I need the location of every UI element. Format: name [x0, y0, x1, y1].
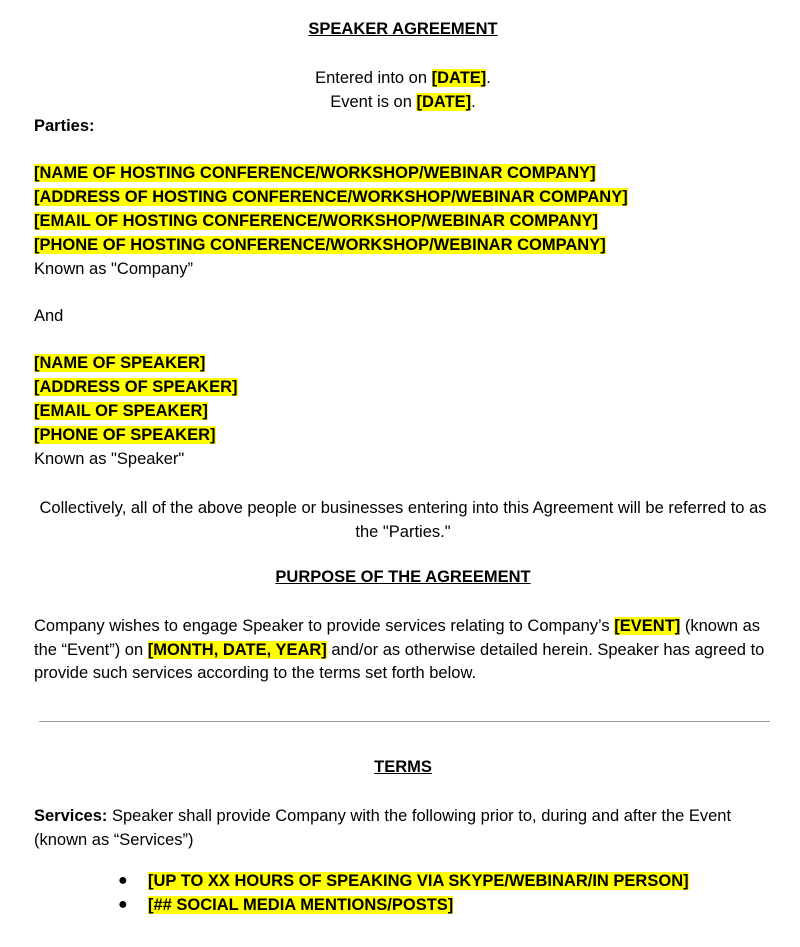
horizontal-divider	[39, 721, 770, 722]
company-phone-field: [PHONE OF HOSTING CONFERENCE/WORKSHOP/WEBINAR COMPANY]	[34, 236, 606, 254]
event-suffix: .	[471, 93, 476, 111]
event-field: [EVENT]	[614, 617, 681, 635]
services-label: Services:	[34, 807, 108, 825]
purpose-text-1: Company wishes to engage Speaker to provide services relating to Company’s	[34, 617, 615, 635]
parties-label: Parties:	[34, 117, 95, 135]
month-date-year-field: [MONTH, DATE, YEAR]	[147, 640, 327, 659]
company-email-field: [EMAIL OF HOSTING CONFERENCE/WORKSHOP/WEBINAR COMPANY]	[34, 212, 599, 230]
bullet-icon: ●	[118, 872, 128, 889]
purpose-heading: PURPOSE OF THE AGREEMENT	[275, 568, 531, 586]
entered-date-line	[0, 69, 800, 88]
company-address-field: [ADDRESS OF HOSTING CONFERENCE/WORKSHOP/WEBINAR COMPANY]	[34, 188, 628, 206]
event-prefix: Event is on	[330, 93, 417, 111]
entered-prefix: Entered into on	[315, 69, 432, 87]
purpose-text-3: and/or as otherwise detailed herein. Speaker has agreed to provide such services according to the terms set forth below.	[34, 640, 765, 682]
purpose-paragraph	[34, 615, 774, 686]
speaker-known-as: Known as "Speaker"	[34, 450, 185, 468]
document-title: SPEAKER AGREEMENT	[308, 20, 498, 38]
company-name-field: [NAME OF HOSTING CONFERENCE/WORKSHOP/WEBINAR COMPANY]	[34, 164, 596, 182]
and-text: And	[34, 307, 64, 325]
speaker-address-field: [ADDRESS OF SPEAKER]	[34, 378, 238, 396]
bullet-icon: ●	[118, 896, 128, 913]
event-date-line	[0, 93, 800, 112]
services-paragraph	[34, 805, 774, 852]
purpose-text-2: (known as the “Event”) on	[34, 617, 761, 659]
speaker-email-field: [EMAIL OF SPEAKER]	[34, 402, 208, 420]
event-date-field: [DATE]	[416, 93, 472, 111]
bullet-item-speaking-hours: [UP TO XX HOURS OF SPEAKING VIA SKYPE/WEBINAR/IN PERSON]	[148, 872, 689, 890]
speaker-name-field: [NAME OF SPEAKER]	[34, 354, 206, 372]
collectively-paragraph: Collectively, all of the above people or businesses entering into this Agreement will be referred to as the "Parties."	[39, 499, 767, 541]
entered-date-field: [DATE]	[431, 69, 487, 87]
services-text: Speaker shall provide Company with the following prior to, during and after the Event (known as “Services”)	[34, 807, 732, 849]
speaker-phone-field: [PHONE OF SPEAKER]	[34, 426, 216, 444]
entered-suffix: .	[486, 69, 491, 87]
company-known-as: Known as "Company”	[34, 260, 194, 278]
terms-heading: TERMS	[374, 758, 432, 776]
bullet-item-social-media: [## SOCIAL MEDIA MENTIONS/POSTS]	[148, 896, 454, 914]
